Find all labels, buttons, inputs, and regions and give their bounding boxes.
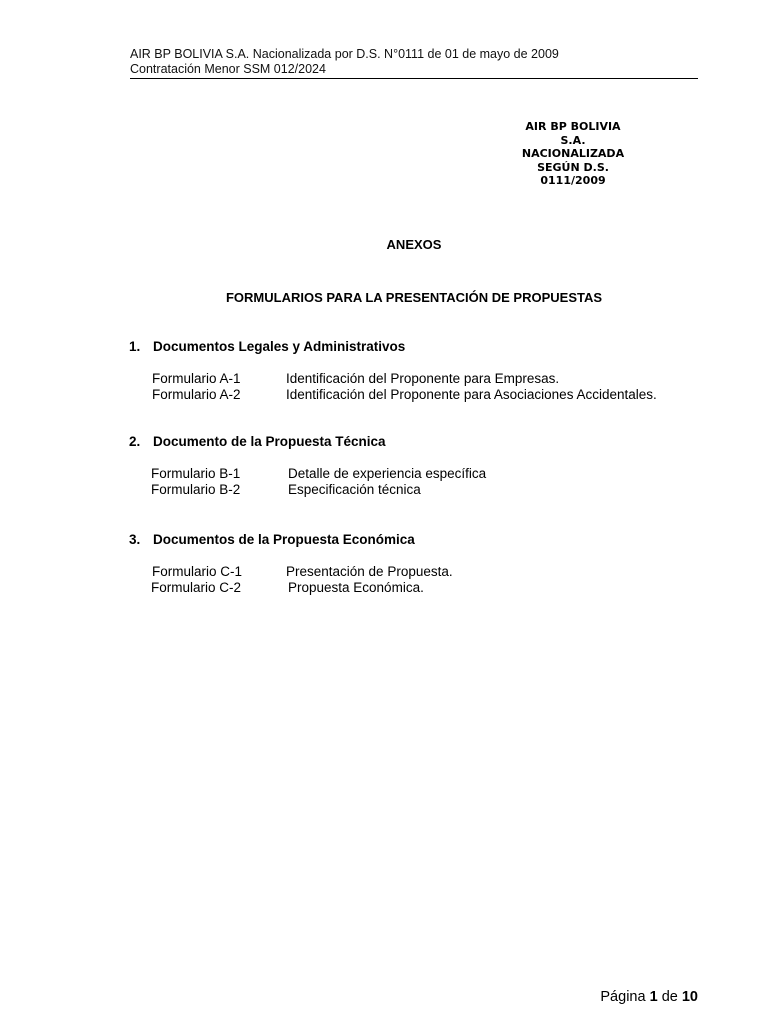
section-heading	[129, 339, 405, 354]
page-title: ANEXOS	[386, 237, 442, 252]
section-heading	[129, 434, 386, 449]
form-description: Especificación técnica	[288, 482, 421, 497]
form-code: Formulario B-2	[151, 482, 241, 497]
section-number: 2.	[129, 434, 141, 449]
company-line: AIR BP BOLIVIA	[525, 120, 621, 133]
form-description: Detalle de experiencia específica	[288, 466, 487, 481]
section-number: 3.	[129, 532, 141, 547]
form-description: Identificación del Proponente para Asociaciones Accidentales.	[286, 387, 657, 402]
page-total: 10	[681, 989, 698, 1005]
form-code: Formulario C-2	[151, 580, 242, 595]
page-header	[130, 47, 698, 79]
section-title: Documento de la Propuesta Técnica	[153, 434, 386, 449]
company-line: NACIONALIZADA	[521, 147, 625, 161]
section-number: 1.	[129, 339, 141, 354]
section-title: Documentos Legales y Administrativos	[153, 339, 406, 354]
company-line: S.A.	[560, 133, 586, 147]
header-line-2: Contratación Menor SSM 012/2024	[130, 62, 326, 76]
page-current: 1	[649, 989, 658, 1005]
section-title: Documentos de la Propuesta Económica	[153, 532, 415, 547]
company-line: SEGÚN D.S.	[537, 160, 609, 174]
header-line-1: AIR BP BOLIVIA S.A. Nacionalizada por D.S. N°0111 de 01 de mayo de 2009	[130, 47, 559, 61]
of-label: de	[661, 989, 678, 1005]
form-description: Propuesta Económica.	[288, 580, 424, 595]
company-block	[508, 120, 638, 188]
form-description: Presentación de Propuesta.	[286, 564, 453, 579]
form-code: Formulario B-1	[151, 466, 241, 481]
form-description: Identificación del Proponente para Empresas.	[286, 371, 560, 386]
form-code: Formulario C-1	[152, 564, 243, 579]
form-code: Formulario A-1	[152, 371, 241, 386]
section-heading	[129, 532, 415, 547]
page-label: Página	[600, 989, 646, 1005]
page-number	[600, 989, 698, 1005]
page-subtitle: FORMULARIOS PARA LA PRESENTACIÓN DE PROPUESTAS	[225, 290, 603, 305]
company-line: 0111/2009	[540, 174, 606, 188]
form-code: Formulario A-2	[152, 387, 241, 402]
